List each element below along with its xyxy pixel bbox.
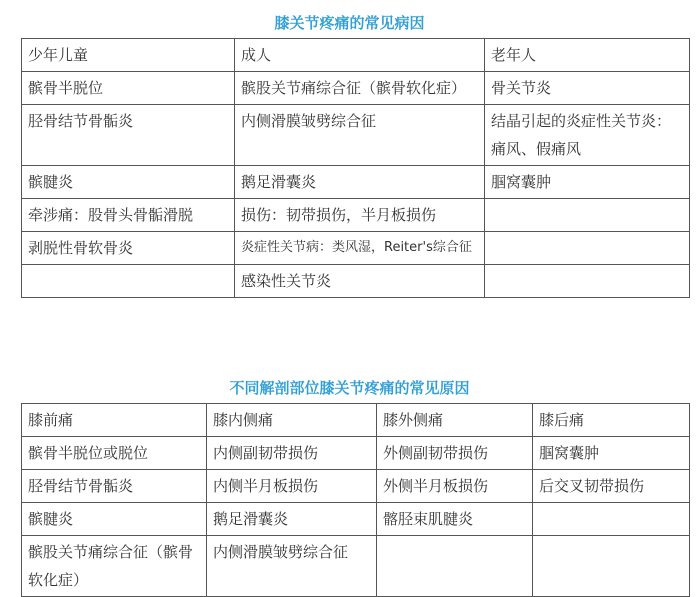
table-cell: 腘窝囊肿 bbox=[485, 166, 690, 199]
table-row bbox=[22, 166, 690, 199]
table-cell: 内侧滑膜皱劈综合征 bbox=[207, 536, 377, 597]
table-cell bbox=[485, 199, 690, 232]
table-cell: 腘窝囊肿 bbox=[533, 437, 690, 470]
table-cell bbox=[533, 503, 690, 536]
header-cell: 膝前痛 bbox=[22, 404, 207, 437]
table-row bbox=[22, 199, 690, 232]
table-cell: 髌股关节痛综合征（髌骨软化症） bbox=[235, 72, 485, 105]
table-cell: 鹅足滑囊炎 bbox=[207, 503, 377, 536]
table-cell: 髂胫束肌腱炎 bbox=[377, 503, 533, 536]
table-cell bbox=[377, 536, 533, 597]
table-cell: 内侧滑膜皱劈综合征 bbox=[235, 105, 485, 166]
table-cell: 髌骨半脱位 bbox=[22, 72, 235, 105]
table-header-row bbox=[22, 404, 690, 437]
table-cell: 内侧半月板损伤 bbox=[207, 470, 377, 503]
table-cell bbox=[485, 265, 690, 298]
table-cell: 髌腱炎 bbox=[22, 503, 207, 536]
table-cell: 外侧半月板损伤 bbox=[377, 470, 533, 503]
table-cell: 胫骨结节骨骺炎 bbox=[22, 105, 235, 166]
table-row bbox=[22, 105, 690, 166]
table-cell: 髌骨半脱位或脱位 bbox=[22, 437, 207, 470]
table-cell: 髌腱炎 bbox=[22, 166, 235, 199]
table-cell: 外侧副韧带损伤 bbox=[377, 437, 533, 470]
table-cell: 炎症性关节病：类风湿，Reiter's综合征 bbox=[235, 232, 485, 265]
header-cell: 膝外侧痛 bbox=[377, 404, 533, 437]
table-cell: 胫骨结节骨骺炎 bbox=[22, 470, 207, 503]
header-cell: 膝后痛 bbox=[533, 404, 690, 437]
table-cell: 鹅足滑囊炎 bbox=[235, 166, 485, 199]
header-cell: 少年儿童 bbox=[22, 39, 235, 72]
header-cell: 膝内侧痛 bbox=[207, 404, 377, 437]
table-row bbox=[22, 503, 690, 536]
table-header-row bbox=[22, 39, 690, 72]
table1-title: 膝关节疼痛的常见病因 bbox=[274, 14, 425, 32]
causes-by-age-table bbox=[21, 38, 690, 298]
table-cell: 牵涉痛：股骨头骨骺滑脱 bbox=[22, 199, 235, 232]
table-row bbox=[22, 536, 690, 597]
table-row bbox=[22, 72, 690, 105]
table-row bbox=[22, 232, 690, 265]
table-row bbox=[22, 265, 690, 298]
causes-by-location-table bbox=[21, 403, 690, 597]
table-cell: 感染性关节炎 bbox=[235, 265, 485, 298]
header-cell: 老年人 bbox=[485, 39, 690, 72]
header-cell: 成人 bbox=[235, 39, 485, 72]
table-cell: 内侧副韧带损伤 bbox=[207, 437, 377, 470]
table-cell: 结晶引起的炎症性关节炎：痛风、假痛风 bbox=[485, 105, 690, 166]
table-cell: 损伤：韧带损伤，半月板损伤 bbox=[235, 199, 485, 232]
table-cell: 髌股关节痛综合征（髌骨软化症） bbox=[22, 536, 207, 597]
table-cell bbox=[485, 232, 690, 265]
table-cell bbox=[533, 536, 690, 597]
table-row bbox=[22, 470, 690, 503]
table2-title: 不同解剖部位膝关节疼痛的常见原因 bbox=[229, 379, 470, 397]
table-cell: 剥脱性骨软骨炎 bbox=[22, 232, 235, 265]
table-cell bbox=[22, 265, 235, 298]
table-cell: 骨关节炎 bbox=[485, 72, 690, 105]
table-row bbox=[22, 437, 690, 470]
table-cell: 后交叉韧带损伤 bbox=[533, 470, 690, 503]
